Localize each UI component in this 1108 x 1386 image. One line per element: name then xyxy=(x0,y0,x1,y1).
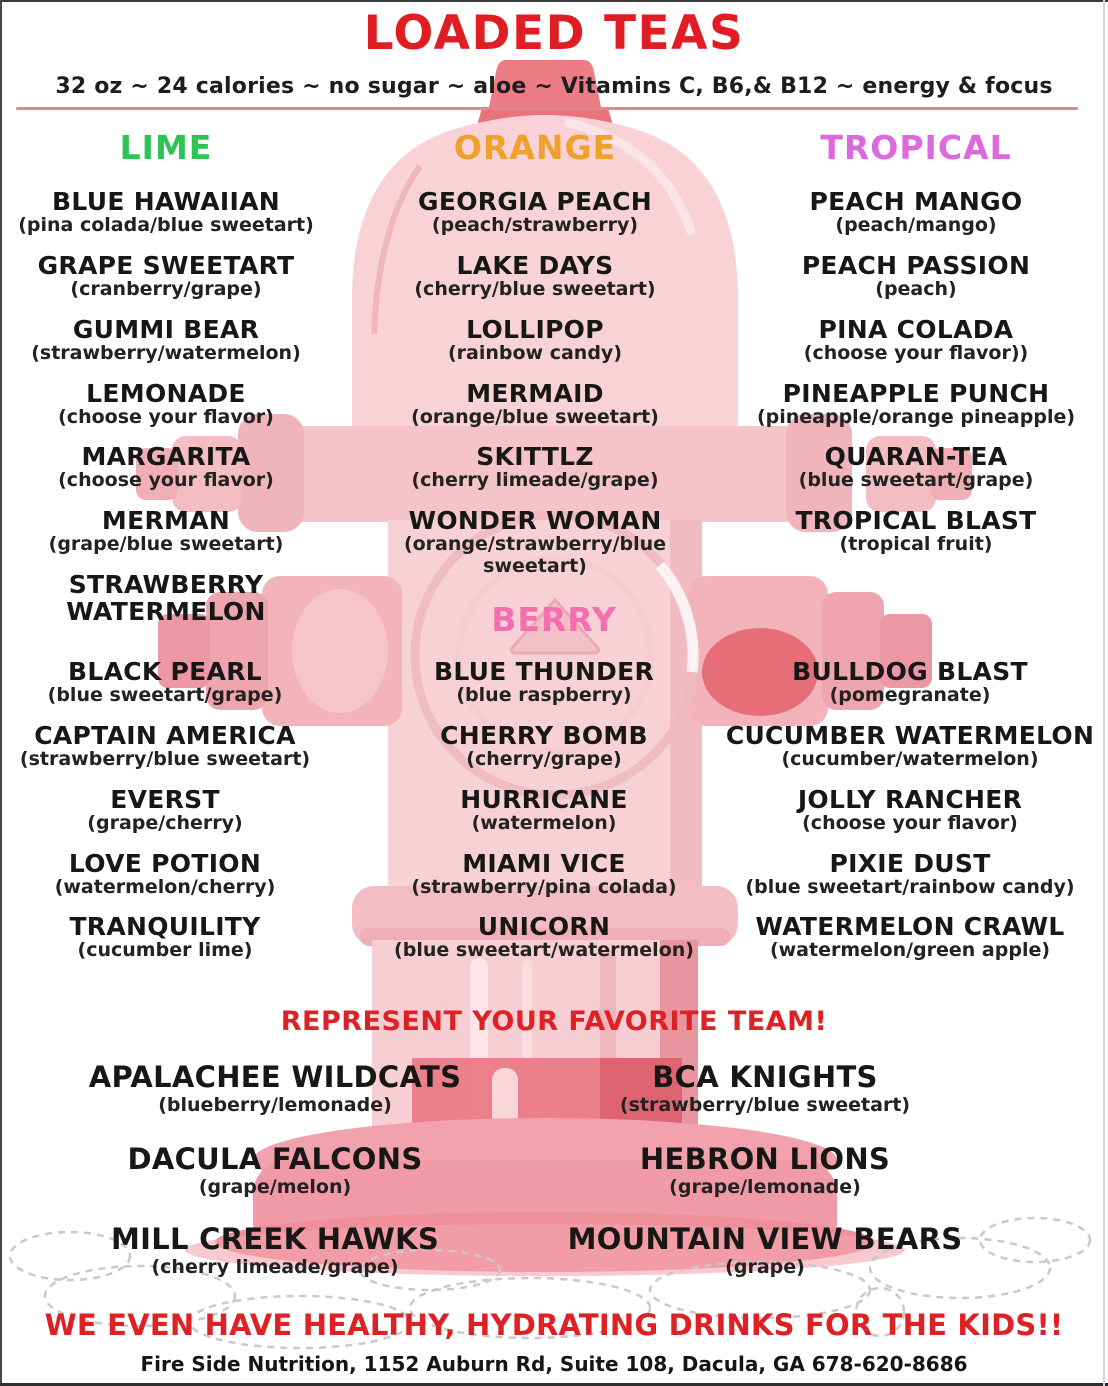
team-name: HEBRON LIONS xyxy=(639,1142,891,1176)
item-name: MIAMI VICE xyxy=(462,848,626,878)
item-name: GEORGIA PEACH xyxy=(418,187,652,216)
menu-item xyxy=(714,850,1106,899)
menu-item xyxy=(0,658,330,707)
page-border-left xyxy=(0,0,2,1386)
item-flavor: (strawberry/pina colada) xyxy=(411,875,677,898)
section-header-tropical: TROPICAL xyxy=(820,128,1012,167)
header-divider xyxy=(16,107,1078,110)
item-name: LOLLIPOP xyxy=(466,314,604,344)
menu-item xyxy=(366,252,704,301)
item-name: PEACH PASSION xyxy=(801,250,1031,280)
item-flavor: (rainbow candy) xyxy=(447,341,622,364)
menu-item xyxy=(714,786,1106,835)
menu-item xyxy=(366,507,704,578)
menu-item xyxy=(740,380,1092,429)
item-flavor: (watermelon) xyxy=(471,811,617,834)
item-name: MARGARITA xyxy=(81,442,251,472)
item-flavor: (strawberry/blue sweetart) xyxy=(19,747,311,770)
menu-item xyxy=(740,443,1092,492)
menu-item xyxy=(0,913,330,962)
team-name: MILL CREEK HAWKS xyxy=(110,1222,440,1256)
item-name: BLUE HAWAIIAN xyxy=(52,187,280,216)
item-name: HURRICANE xyxy=(460,784,628,814)
item-name: PINEAPPLE PUNCH xyxy=(782,378,1050,408)
item-name: CHERRY BOMB xyxy=(440,720,648,750)
item-flavor: (cucumber lime) xyxy=(77,939,253,962)
page-subtitle: 32 oz ~ 24 calories ~ no sugar ~ aloe ~ Vitamins C, B6,& B12 ~ energy & focus xyxy=(55,74,1053,99)
team-item xyxy=(35,1062,515,1117)
item-name: BLUE THUNDER xyxy=(433,657,655,686)
team-item xyxy=(525,1224,1005,1279)
item-name: EVERST xyxy=(110,784,220,814)
item-flavor: (cucumber/watermelon) xyxy=(781,747,1039,770)
footer-address: Fire Side Nutrition, 1152 Auburn Rd, Suite 108, Dacula, GA 678-620-8686 xyxy=(140,1352,968,1376)
berry-right-column xyxy=(714,658,1106,977)
item-name: LAKE DAYS xyxy=(456,250,614,280)
item-name: PIXIE DUST xyxy=(829,848,991,878)
berry-middle-column xyxy=(356,658,732,977)
item-flavor: (grape/cherry) xyxy=(87,811,243,834)
team-item xyxy=(35,1224,515,1279)
item-name: BULLDOG BLAST xyxy=(792,657,1028,686)
item-flavor: (pina colada/blue sweetart) xyxy=(18,214,314,236)
team-item xyxy=(525,1144,1005,1199)
menu-item xyxy=(740,507,1092,556)
menu-item xyxy=(0,850,330,899)
menu-item xyxy=(714,722,1106,771)
item-flavor: (peach) xyxy=(875,277,957,300)
team-item xyxy=(525,1062,1005,1117)
item-name: LEMONADE xyxy=(86,378,246,408)
lime-column xyxy=(0,188,332,640)
item-name: GUMMI BEAR xyxy=(72,314,260,344)
item-flavor: (grape/blue sweetart) xyxy=(48,533,284,556)
section-header-berry: BERRY xyxy=(491,600,617,639)
item-name: TROPICAL BLAST xyxy=(795,506,1037,536)
item-flavor: (choose your flavor) xyxy=(802,811,1018,834)
item-name: SKITTLZ xyxy=(476,442,594,472)
item-flavor: (choose your flavor) xyxy=(58,405,274,428)
item-flavor: (tropical fruit) xyxy=(839,533,993,556)
tropical-column xyxy=(740,188,1092,571)
item-flavor: (watermelon/cherry) xyxy=(54,875,276,898)
team-flavor: (grape/melon) xyxy=(198,1175,352,1198)
item-flavor: (pomegranate) xyxy=(829,684,991,706)
item-flavor: (cherry/blue sweetart) xyxy=(414,277,656,300)
item-name: QUARAN-TEA xyxy=(824,442,1008,472)
section-header-orange: ORANGE xyxy=(453,128,617,167)
team-flavor: (cherry limeade/grape) xyxy=(151,1255,399,1278)
menu-item xyxy=(714,913,1106,962)
item-flavor: (blue raspberry) xyxy=(456,684,632,706)
team-name: APALACHEE WILDCATS xyxy=(88,1060,462,1094)
item-flavor: (watermelon/green apple) xyxy=(769,939,1051,962)
menu-item xyxy=(0,722,330,771)
item-flavor: (blue sweetart/watermelon) xyxy=(394,939,694,962)
item-flavor: (cranberry/grape) xyxy=(70,277,262,300)
item-flavor: (pineapple/orange pineapple) xyxy=(756,405,1076,428)
page-title: LOADED TEAS xyxy=(363,6,745,61)
menu-item xyxy=(366,380,704,429)
team-name: MOUNTAIN VIEW BEARS xyxy=(567,1222,963,1256)
item-name: WATERMELON CRAWL xyxy=(755,912,1065,942)
item-name: CUCUMBER WATERMELON xyxy=(725,720,1095,750)
menu-item xyxy=(366,316,704,365)
team-flavor: (grape/lemonade) xyxy=(669,1175,861,1198)
item-name: LOVE POTION xyxy=(68,848,262,878)
item-flavor: (orange/blue sweetart) xyxy=(411,405,659,428)
item-flavor: (choose your flavor)) xyxy=(803,341,1029,364)
team-section-heading: REPRESENT YOUR FAVORITE TEAM! xyxy=(280,1006,828,1037)
orange-column xyxy=(366,188,704,593)
item-flavor: (orange/strawberry/blue sweetart) xyxy=(403,533,667,578)
menu-item xyxy=(0,443,332,492)
item-flavor: (strawberry/watermelon) xyxy=(31,341,301,364)
team-item xyxy=(35,1144,515,1199)
item-flavor: (peach/mango) xyxy=(835,214,997,236)
menu-item xyxy=(0,252,332,301)
menu-item xyxy=(356,850,732,899)
team-flavor: (blueberry/lemonade) xyxy=(158,1093,392,1116)
item-name: MERMAN xyxy=(101,506,231,536)
item-flavor: (cherry/grape) xyxy=(466,747,622,770)
item-name: GRAPE SWEETART xyxy=(37,250,295,280)
menu-item xyxy=(356,786,732,835)
item-name: WONDER WOMAN xyxy=(408,506,662,536)
item-flavor: (blue sweetart/grape) xyxy=(47,684,283,706)
menu-item xyxy=(740,316,1092,365)
section-header-lime: LIME xyxy=(119,128,213,167)
menu-item xyxy=(0,316,332,365)
kids-drinks-note: WE EVEN HAVE HEALTHY, HYDRATING DRINKS FOR THE KIDS!! xyxy=(44,1308,1064,1342)
item-name: TRANQUILITY xyxy=(69,912,261,942)
team-flavor: (grape) xyxy=(725,1255,805,1278)
page-border-top xyxy=(0,0,1108,2)
item-name: CAPTAIN AMERICA xyxy=(34,720,296,750)
item-flavor: (choose your flavor) xyxy=(58,469,274,492)
menu-item xyxy=(0,786,330,835)
menu-item xyxy=(366,443,704,492)
team-flavor: (strawberry/blue sweetart) xyxy=(619,1093,911,1116)
menu-item xyxy=(356,658,732,707)
item-name: BLACK PEARL xyxy=(68,657,262,686)
berry-left-column xyxy=(0,658,330,977)
page-border-right xyxy=(1103,0,1105,1386)
menu-item xyxy=(0,380,332,429)
menu-item xyxy=(356,722,732,771)
menu-item xyxy=(366,188,704,237)
item-name: MERMAID xyxy=(466,378,604,408)
menu-item xyxy=(740,188,1092,237)
item-name: PINA COLADA xyxy=(818,314,1014,344)
team-name: BCA KNIGHTS xyxy=(652,1060,878,1094)
item-flavor: (peach/strawberry) xyxy=(431,214,639,236)
item-flavor: (cherry limeade/grape) xyxy=(411,469,659,492)
item-flavor: (blue sweetart/rainbow candy) xyxy=(745,875,1075,898)
team-name: DACULA FALCONS xyxy=(127,1142,423,1176)
menu-item xyxy=(0,507,332,556)
menu-item xyxy=(740,252,1092,301)
menu-item xyxy=(0,188,332,237)
menu-item xyxy=(356,913,732,962)
item-flavor: (blue sweetart/grape) xyxy=(798,469,1034,492)
menu-item xyxy=(714,658,1106,707)
item-name: UNICORN xyxy=(477,912,611,942)
item-name: STRAWBERRY WATERMELON xyxy=(66,570,266,627)
item-name: JOLLY RANCHER xyxy=(797,784,1023,814)
item-name: PEACH MANGO xyxy=(809,187,1023,216)
